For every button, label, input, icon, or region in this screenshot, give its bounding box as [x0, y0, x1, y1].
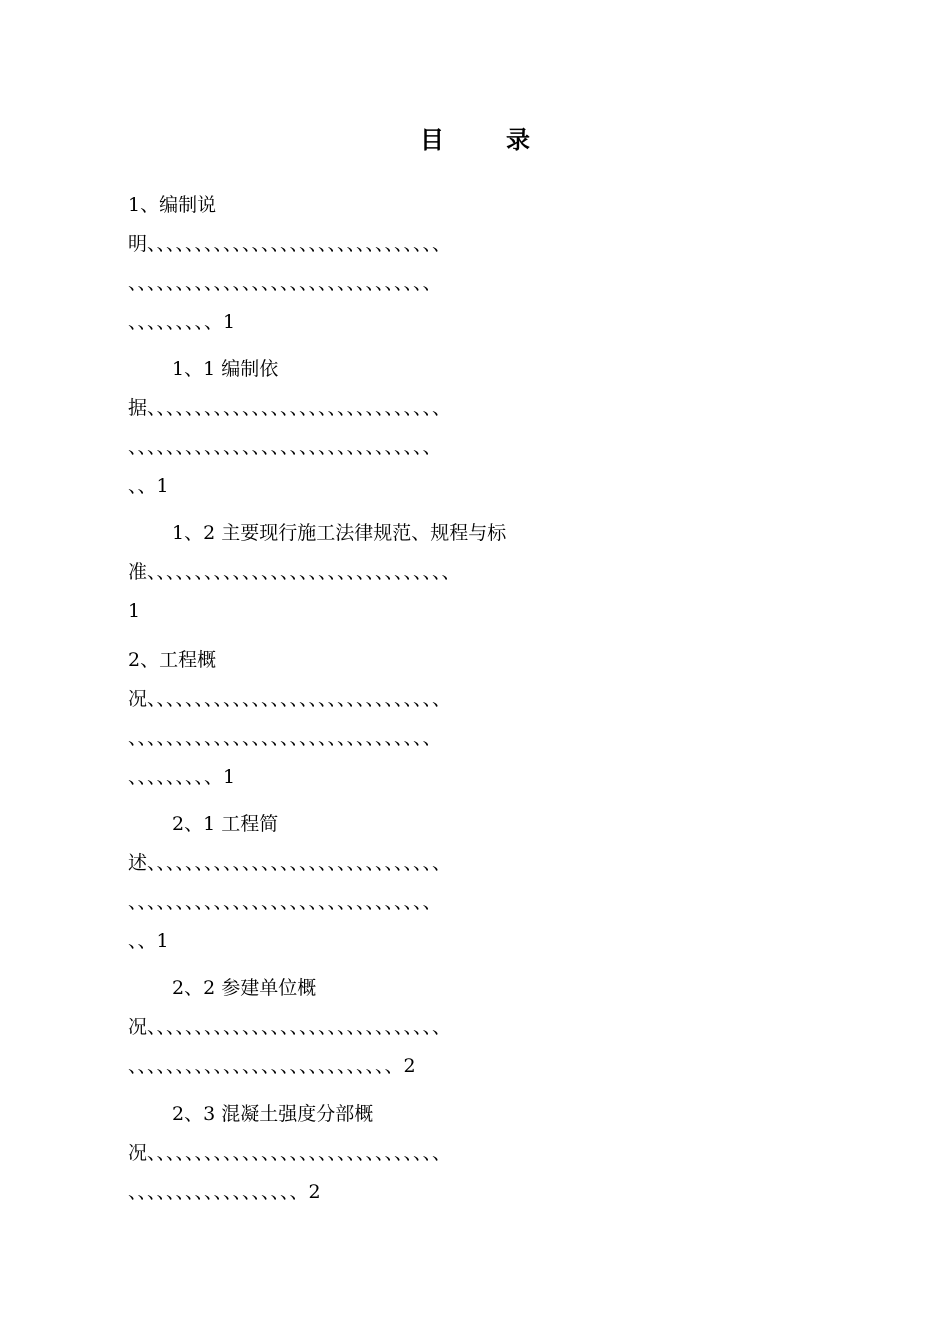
toc-entry-heading: 2、2 参建单位概 — [172, 977, 317, 999]
toc-entry-page: 、、、、、、、、、1 — [128, 766, 236, 788]
toc-entry-heading: 1、编制说 — [128, 194, 217, 216]
toc-entry-page: 、、1 — [128, 930, 169, 952]
toc-entry-heading: 2、3 混凝土强度分部概 — [172, 1103, 374, 1125]
toc-entry-leader: 况、、、、、、、、、、、、、、、、、、、、、、、、、、、、、、、 — [128, 1016, 452, 1038]
toc-entry-leader: 、、、、、、、、、、、、、、、、、、、、、、、、、、、、、、、、 — [128, 727, 442, 749]
toc-entry-leader: 况、、、、、、、、、、、、、、、、、、、、、、、、、、、、、、、 — [128, 688, 452, 710]
toc-entry-page: 、、、、、、、、、、、、、、、、、、、、、、、、、、、、2 — [128, 1055, 416, 1077]
toc-entry[interactable] — [128, 969, 828, 1086]
toc-entry[interactable] — [128, 805, 828, 961]
toc-entry-leader: 述、、、、、、、、、、、、、、、、、、、、、、、、、、、、、、、 — [128, 852, 452, 874]
toc-entry-leader: 明、、、、、、、、、、、、、、、、、、、、、、、、、、、、、、、 — [128, 233, 452, 255]
toc-entry-heading: 2、1 工程简 — [172, 813, 279, 835]
toc-entry-leader: 、、、、、、、、、、、、、、、、、、、、、、、、、、、、、、、、 — [128, 891, 442, 913]
toc-title-char-2: 录 — [506, 125, 530, 154]
toc-entry-leader: 准、、、、、、、、、、、、、、、、、、、、、、、、、、、、、、、、 — [128, 561, 461, 583]
toc-entry-leader: 、、、、、、、、、、、、、、、、、、、、、、、、、、、、、、、、 — [128, 272, 442, 294]
toc-title — [0, 120, 950, 155]
toc-entry-heading: 1、2 主要现行施工法律规范、规程与标 — [172, 522, 507, 544]
toc-entry-page: 、、、、、、、、、、、、、、、、、、2 — [128, 1181, 321, 1203]
toc-entry[interactable] — [128, 350, 828, 506]
toc-entry[interactable] — [128, 514, 828, 631]
toc-entry-page: 1 — [128, 600, 141, 622]
toc-entry-page: 、、1 — [128, 475, 169, 497]
toc-entry-leader: 、、、、、、、、、、、、、、、、、、、、、、、、、、、、、、、、 — [128, 436, 442, 458]
toc-entry-leader: 据、、、、、、、、、、、、、、、、、、、、、、、、、、、、、、、 — [128, 397, 452, 419]
toc-entry[interactable] — [128, 641, 828, 797]
toc-entry-heading: 2、工程概 — [128, 649, 217, 671]
toc-entry-heading: 1、1 编制依 — [172, 358, 279, 380]
toc-entry-page: 、、、、、、、、、1 — [128, 311, 236, 333]
toc-title-char-1: 目 — [420, 125, 444, 154]
toc-entry[interactable] — [128, 1095, 828, 1212]
toc-entry-leader: 况、、、、、、、、、、、、、、、、、、、、、、、、、、、、、、、 — [128, 1142, 452, 1164]
toc-entry[interactable] — [128, 186, 828, 342]
